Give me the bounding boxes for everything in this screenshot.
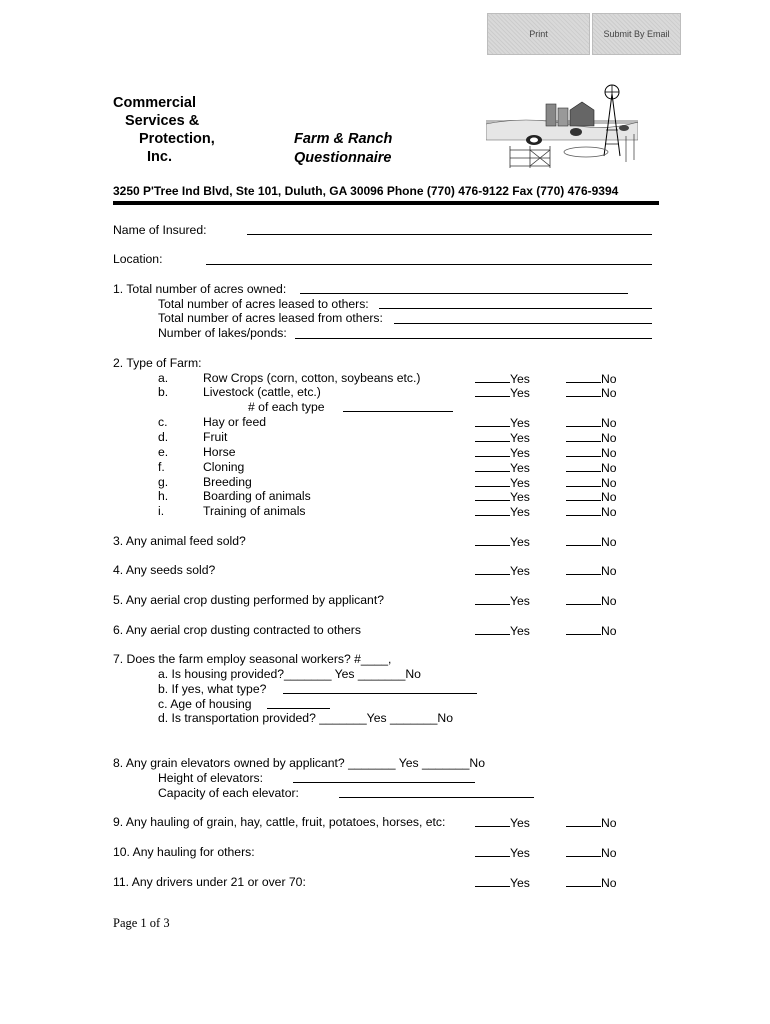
q2h-yes[interactable]: Yes [475, 489, 530, 504]
form-title [294, 130, 392, 168]
company-name [113, 94, 215, 166]
q6-no[interactable]: No [566, 623, 617, 638]
q2d-yes[interactable]: Yes [475, 430, 530, 445]
q2i-letter: i. [158, 504, 165, 518]
title-line-1: Farm & Ranch [294, 131, 393, 147]
q2e-label: Horse [203, 445, 236, 459]
lakes-input[interactable] [295, 338, 652, 339]
q7a-housing: a. Is housing provided?_______ Yes _______No [158, 667, 421, 681]
q5-no[interactable]: No [566, 593, 617, 608]
q11-no[interactable]: No [566, 875, 617, 890]
q3-no[interactable]: No [566, 534, 617, 549]
q2i-no[interactable]: No [566, 504, 617, 519]
q7-seasonal-workers: 7. Does the farm employ seasonal workers? #____, [113, 652, 392, 666]
q2c-no[interactable]: No [566, 415, 617, 430]
q2-type-of-farm: 2. Type of Farm: [113, 356, 202, 370]
q2b-letter: b. [158, 385, 169, 399]
header-divider [113, 201, 659, 205]
q2f-yes[interactable]: Yes [475, 460, 530, 475]
q9-no[interactable]: No [566, 815, 617, 830]
q1-leased-from: Total number of acres leased from others: [158, 311, 383, 325]
insured-input[interactable] [247, 234, 652, 235]
q1-leased-to: Total number of acres leased to others: [158, 297, 369, 311]
q7b-type: b. If yes, what type? [158, 682, 267, 696]
insured-label: Name of Insured: [113, 223, 207, 237]
q1-acres-owned: 1. Total number of acres owned: [113, 282, 287, 296]
company-line-3: Protection, [139, 131, 215, 147]
q2d-label: Fruit [203, 430, 228, 444]
q2b-label: Livestock (cattle, etc.) [203, 385, 321, 399]
q2a-yes[interactable]: Yes [475, 371, 530, 386]
q6-yes[interactable]: Yes [475, 623, 530, 638]
q2a-letter: a. [158, 371, 169, 385]
q2c-label: Hay or feed [203, 415, 267, 429]
q2b-each-type-label: # of each type [248, 400, 325, 414]
q3-label: 3. Any animal feed sold? [113, 534, 246, 548]
elevator-height-input[interactable] [293, 782, 475, 783]
q4-no[interactable]: No [566, 563, 617, 578]
q2d-no[interactable]: No [566, 430, 617, 445]
q2i-yes[interactable]: Yes [475, 504, 530, 519]
q5-label: 5. Any aerial crop dusting performed by applicant? [113, 593, 384, 607]
q4-yes[interactable]: Yes [475, 563, 530, 578]
q10-no[interactable]: No [566, 845, 617, 860]
location-input[interactable] [206, 264, 652, 265]
q8-grain-elevators: 8. Any grain elevators owned by applicant? _______ Yes _______No [113, 756, 486, 770]
q2c-letter: c. [158, 415, 168, 429]
company-line-2: Services & [125, 113, 200, 129]
q2a-no[interactable]: No [566, 371, 617, 386]
q2f-no[interactable]: No [566, 460, 617, 475]
q2d-letter: d. [158, 430, 169, 444]
q4-label: 4. Any seeds sold? [113, 563, 216, 577]
housing-type-input[interactable] [283, 693, 477, 694]
q6-label: 6. Any aerial crop dusting contracted to others [113, 623, 361, 637]
location-label: Location: [113, 252, 163, 266]
page-number: Page 1 of 3 [113, 916, 170, 930]
q11-label: 11. Any drivers under 21 or over 70: [113, 875, 306, 889]
q2b-yes[interactable]: Yes [475, 385, 530, 400]
q8-height-label: Height of elevators: [158, 771, 264, 785]
elevator-capacity-input[interactable] [339, 797, 534, 798]
q2g-no[interactable]: No [566, 475, 617, 490]
title-line-2: Questionnaire [294, 150, 392, 166]
q2c-yes[interactable]: Yes [475, 415, 530, 430]
submit-by-email-button[interactable]: Submit By Email [592, 13, 681, 55]
q7d-transportation: d. Is transportation provided? _______Yes _______No [158, 711, 453, 725]
q2a-label: Row Crops (corn, cotton, soybeans etc.) [203, 371, 421, 385]
q11-yes[interactable]: Yes [475, 875, 530, 890]
farm-illustration-icon [486, 80, 638, 172]
q9-label: 9. Any hauling of grain, hay, cattle, fruit, potatoes, horses, etc: [113, 815, 446, 829]
q7c-age: c. Age of housing [158, 697, 252, 711]
q2f-letter: f. [158, 460, 165, 474]
q10-label: 10. Any hauling for others: [113, 845, 255, 859]
q2h-label: Boarding of animals [203, 489, 311, 503]
q2f-label: Cloning [203, 460, 245, 474]
q3-yes[interactable]: Yes [475, 534, 530, 549]
address-line: 3250 P'Tree Ind Blvd, Ste 101, Duluth, GA 30096 Phone (770) 476-9122 Fax (770) 476-9394 [113, 184, 619, 198]
q8-capacity-label: Capacity of each elevator: [158, 786, 299, 800]
q2e-letter: e. [158, 445, 169, 459]
q9-yes[interactable]: Yes [475, 815, 530, 830]
acres-owned-input[interactable] [300, 293, 628, 294]
q2g-label: Breeding [203, 475, 252, 489]
q2b-no[interactable]: No [566, 385, 617, 400]
leased-to-input[interactable] [379, 308, 652, 309]
each-type-input[interactable] [343, 411, 453, 412]
company-line-4: Inc. [147, 149, 172, 165]
q2h-letter: h. [158, 489, 169, 503]
q2h-no[interactable]: No [566, 489, 617, 504]
q10-yes[interactable]: Yes [475, 845, 530, 860]
q2g-letter: g. [158, 475, 169, 489]
q1-lakes: Number of lakes/ponds: [158, 326, 287, 340]
q5-yes[interactable]: Yes [475, 593, 530, 608]
leased-from-input[interactable] [394, 323, 652, 324]
q2g-yes[interactable]: Yes [475, 475, 530, 490]
print-button[interactable]: Print [487, 13, 590, 55]
q2e-no[interactable]: No [566, 445, 617, 460]
q2e-yes[interactable]: Yes [475, 445, 530, 460]
housing-age-input[interactable] [267, 708, 330, 709]
q2i-label: Training of animals [203, 504, 306, 518]
company-line-1: Commercial [113, 95, 197, 111]
